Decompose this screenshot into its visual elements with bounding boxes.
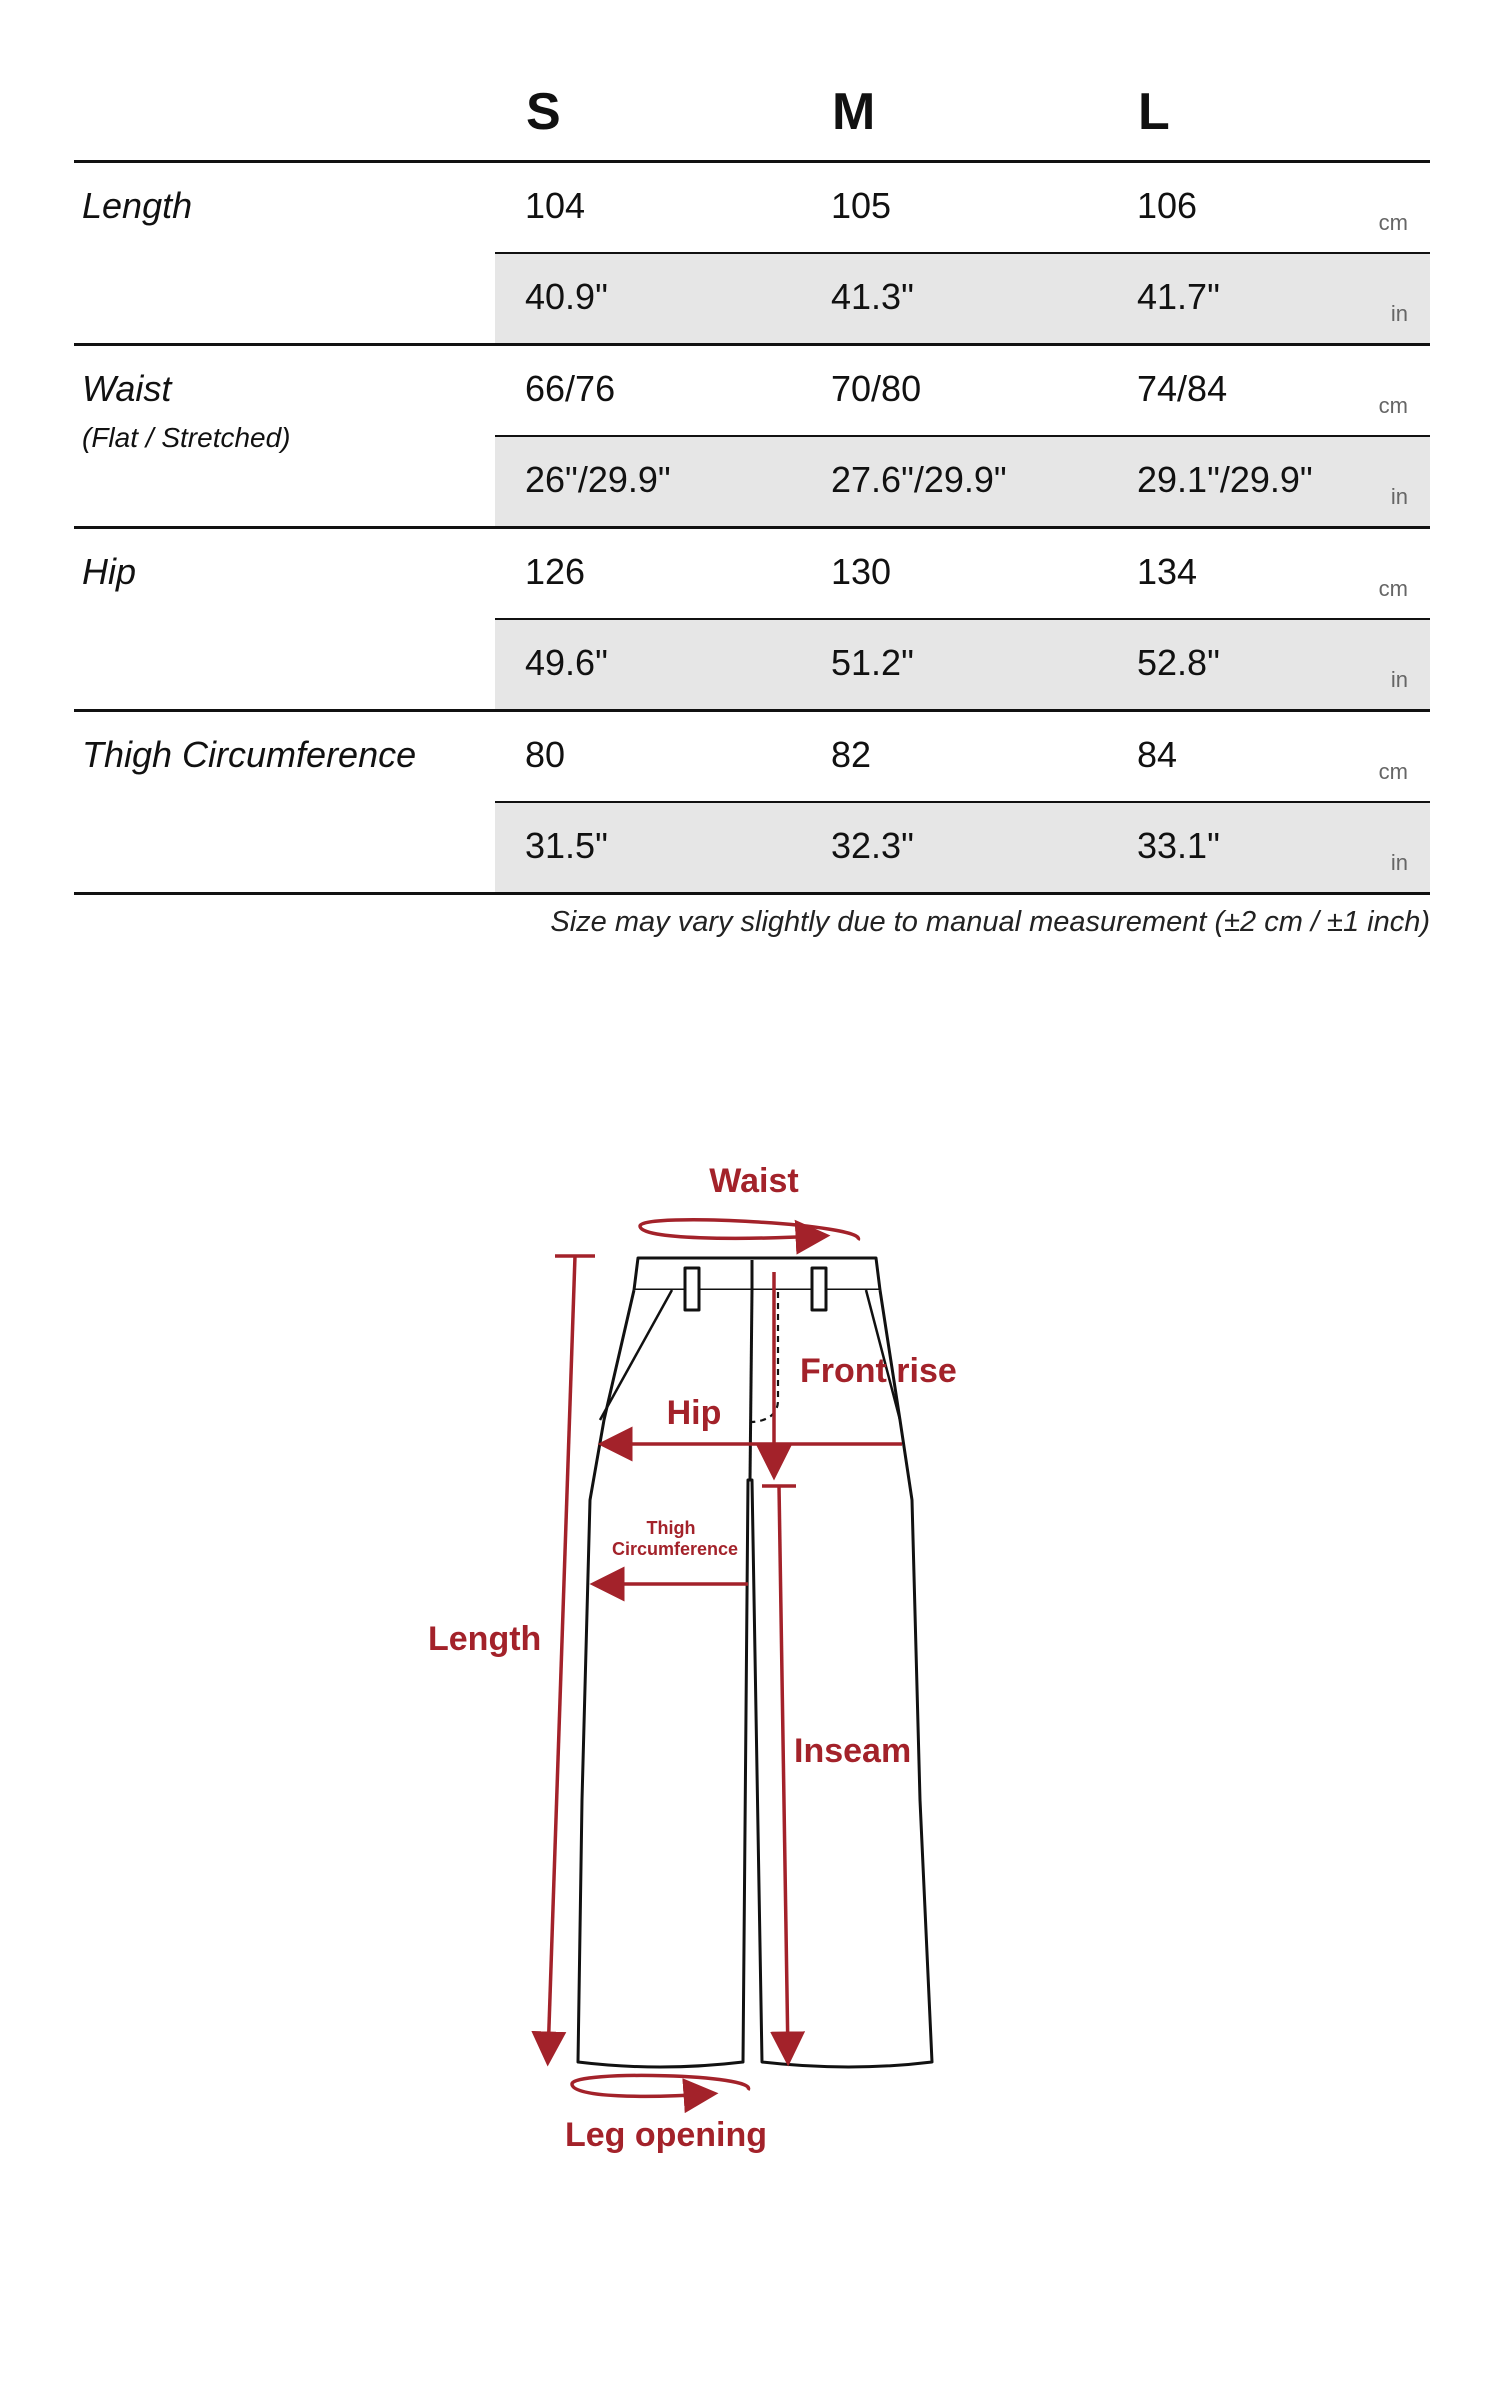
size-header-s: S <box>526 83 561 141</box>
value-cell: 29.1"/29.9" <box>1137 459 1313 500</box>
value-cell: 40.9" <box>525 276 608 317</box>
size-header-m: M <box>832 83 876 141</box>
unit-in: in <box>1390 301 1408 326</box>
value-cell: 27.6"/29.9" <box>831 459 1007 500</box>
value-cell: 52.8" <box>1137 642 1220 683</box>
unit-in: in <box>1390 850 1408 875</box>
length-label: Length <box>428 1620 542 1658</box>
measurement-label: Waist <box>82 368 172 409</box>
value-cell: 80 <box>525 734 566 775</box>
front-rise-label: Front rise <box>800 1352 957 1390</box>
value-cell: 134 <box>1137 551 1198 592</box>
unit-cm: cm <box>1378 576 1408 601</box>
leg-opening-label: Leg opening <box>564 2116 768 2154</box>
value-cell: 26"/29.9" <box>525 459 671 500</box>
value-cell: 41.3" <box>831 276 914 317</box>
hip-label: Hip <box>666 1394 722 1432</box>
size-header-l: L <box>1138 83 1170 141</box>
thigh-label-line1: Thigh <box>646 1518 696 1538</box>
value-cell: 66/76 <box>525 368 616 409</box>
value-cell: 70/80 <box>831 368 922 409</box>
value-cell: 33.1" <box>1137 825 1220 866</box>
measurement-label: Hip <box>82 551 137 592</box>
measurement-note: Size may vary slightly due to manual measurement (±2 cm / ±1 inch) <box>550 906 1430 938</box>
value-cell: 84 <box>1137 734 1178 775</box>
measurement-sublabel: (Flat / Stretched) <box>82 422 291 453</box>
waist-label: Waist <box>709 1162 799 1200</box>
unit-cm: cm <box>1378 393 1408 418</box>
unit-in: in <box>1390 667 1408 692</box>
unit-cm: cm <box>1378 759 1408 784</box>
unit-in: in <box>1390 484 1408 509</box>
unit-cm: cm <box>1378 210 1408 235</box>
value-cell: 82 <box>831 734 872 775</box>
value-cell: 130 <box>831 551 892 592</box>
value-cell: 41.7" <box>1137 276 1220 317</box>
value-cell: 51.2" <box>831 642 914 683</box>
value-cell: 105 <box>831 185 892 226</box>
value-cell: 74/84 <box>1137 368 1228 409</box>
value-cell: 31.5" <box>525 825 608 866</box>
value-cell: 106 <box>1137 185 1198 226</box>
value-cell: 104 <box>525 185 586 226</box>
inseam-label: Inseam <box>794 1732 912 1770</box>
measurement-label: Length <box>82 185 193 226</box>
thigh-label-line2: Circumference <box>611 1539 739 1559</box>
measurement-label: Thigh Circumference <box>82 734 417 775</box>
value-cell: 49.6" <box>525 642 608 683</box>
value-cell: 32.3" <box>831 825 914 866</box>
value-cell: 126 <box>525 551 586 592</box>
